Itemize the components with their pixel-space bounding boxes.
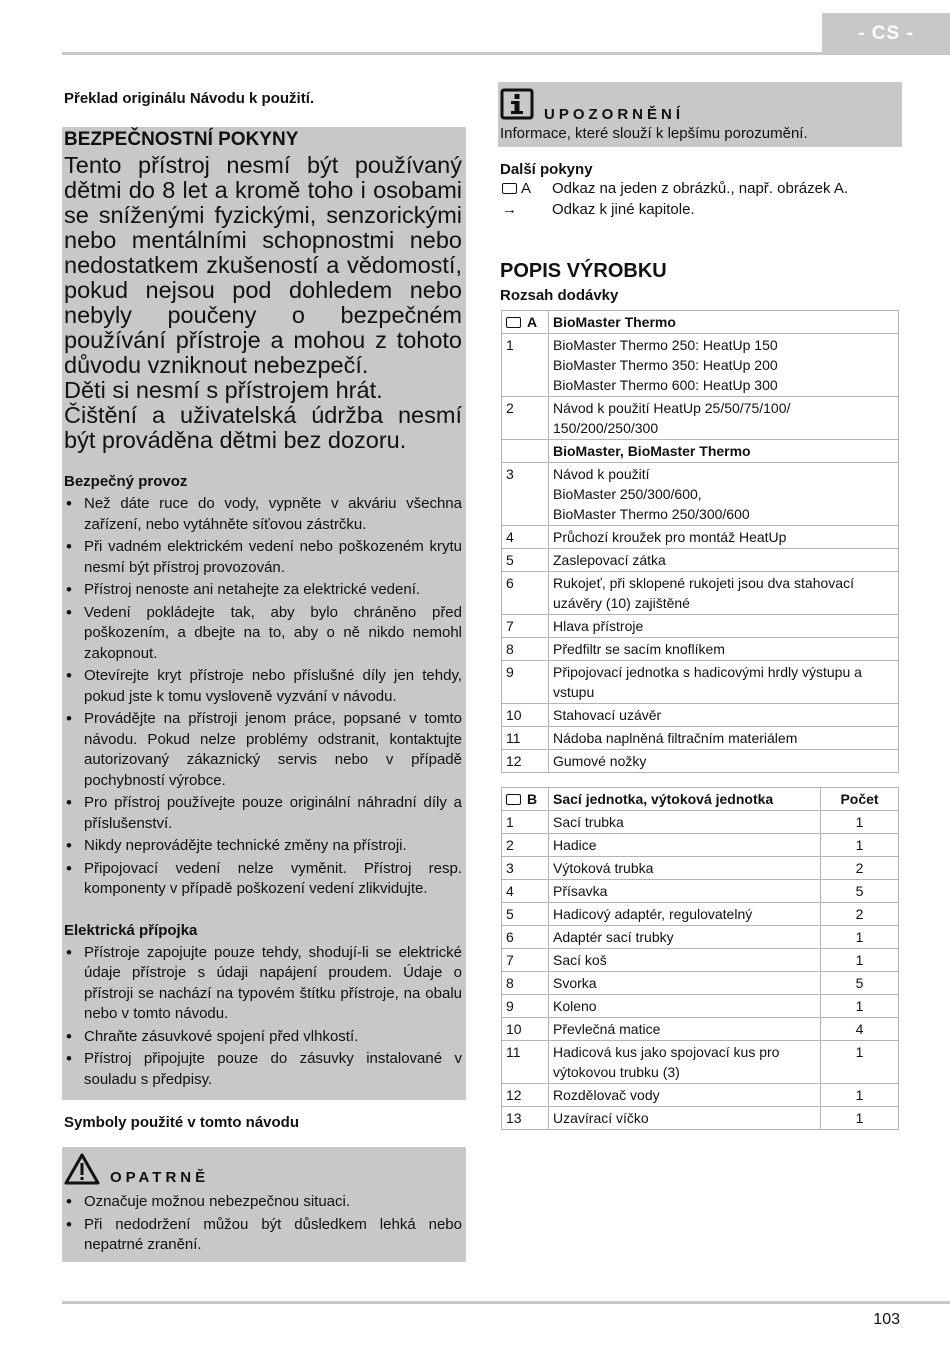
safe-operation-list: [64, 494, 462, 900]
row-number: 10: [502, 704, 549, 727]
figure-frame-icon: [506, 794, 521, 805]
chapter-reference-row: [502, 199, 902, 220]
electrical-connection-title: Elektrická přípojka: [64, 921, 198, 939]
row-text: Uzavírací víčko: [549, 1107, 821, 1130]
row-number: 1: [502, 334, 549, 397]
figure-ref-cell: A: [502, 311, 549, 334]
row-number: 6: [502, 926, 549, 949]
row-count: 1: [821, 926, 899, 949]
row-text: Rukojeť, při sklopené rukojeti jsou dva stahovací uzávěry (10) zajištěné: [549, 572, 899, 615]
table-row: [502, 572, 899, 615]
list-item: • Nikdy neprovádějte technické změny na přístroji.: [64, 836, 462, 857]
translation-note: Překlad originálu Návodu k použití.: [64, 90, 315, 107]
row-text: Hadice: [549, 834, 821, 857]
figure-reference-row: A Odkaz na jeden z obrázků., např. obrázek A.: [502, 178, 902, 199]
table-row: [502, 727, 899, 750]
left-column: [62, 90, 466, 1262]
notice-text: Informace, které slouží k lepšímu porozumění.: [500, 125, 808, 142]
list-item: • Přístroj nenoste ani netahejte za elektrické vedení.: [64, 580, 462, 601]
table-row: [502, 972, 899, 995]
row-count: 1: [821, 834, 899, 857]
table-row: [502, 1041, 899, 1084]
table-row: [502, 334, 899, 397]
table-row: [502, 926, 899, 949]
row-count: 1: [821, 995, 899, 1018]
caution-label: OPATRNĚ: [110, 1169, 210, 1186]
row-count: 1: [821, 811, 899, 834]
row-count: 5: [821, 972, 899, 995]
notice-box: [498, 82, 902, 147]
row-text: Sací koš: [549, 949, 821, 972]
safety-title: BEZPEČNOSTNÍ POKYNY: [64, 129, 299, 150]
empty-cell: [502, 440, 549, 463]
row-number: 3: [502, 463, 549, 526]
list-item: • Při nedodržení můžou být důsledkem lehká nebo nepatrné zranění.: [64, 1215, 462, 1256]
row-text: BioMaster Thermo 250: HeatUp 150 BioMaster Thermo 350: HeatUp 200 BioMaster Thermo 600: HeatUp 300: [549, 334, 899, 397]
row-number: 5: [502, 903, 549, 926]
table-row: [502, 397, 899, 440]
row-text: Gumové nožky: [549, 750, 899, 773]
caution-list: [64, 1192, 462, 1256]
row-text: Připojovací jednotka s hadicovými hrdly výstupu a vstupu: [549, 661, 899, 704]
table-header-row: [502, 788, 899, 811]
row-number: 12: [502, 750, 549, 773]
row-number: 6: [502, 572, 549, 615]
scope-of-delivery-title: Rozsah dodávky: [500, 287, 619, 304]
figure-frame-icon: [502, 183, 517, 194]
row-text: Hlava přístroje: [549, 615, 899, 638]
table-row: [502, 834, 899, 857]
row-number: 9: [502, 995, 549, 1018]
notice-label: UPOZORNĚNÍ: [544, 106, 685, 123]
count-header-cell: Počet: [821, 788, 899, 811]
row-number: 4: [502, 880, 549, 903]
row-number: 3: [502, 857, 549, 880]
table-row: [502, 615, 899, 638]
row-count: 1: [821, 949, 899, 972]
scope-table-a: [501, 310, 899, 773]
row-text: Přísavka: [549, 880, 821, 903]
chapter-reference-text: Odkaz k jiné kapitole.: [552, 201, 695, 218]
row-number: 8: [502, 972, 549, 995]
figure-ref-cell: B: [502, 788, 549, 811]
row-count: 4: [821, 1018, 899, 1041]
row-text: Stahovací uzávěr: [549, 704, 899, 727]
row-text: Návod k použití HeatUp 25/50/75/100/ 150/200/250/300: [549, 397, 899, 440]
info-icon: [500, 88, 534, 125]
row-text: Zaslepovací zátka: [549, 549, 899, 572]
list-item: • Vedení pokládejte tak, aby bylo chráněno před poškozením, a dbejte na to, aby o ně nikdo nemohl zakopnout.: [64, 603, 462, 665]
table-row: [502, 995, 899, 1018]
row-text: Adaptér sací trubky: [549, 926, 821, 949]
list-item: • Otevírejte kryt přístroje nebo příslušné díly jen tehdy, pokud jste k tomu vysloveně vyzvání v návodu.: [64, 666, 462, 707]
table-subheader-cell: BioMaster, BioMaster Thermo: [549, 440, 899, 463]
safety-warning-text: [64, 153, 462, 453]
row-count: 2: [821, 857, 899, 880]
row-number: 11: [502, 1041, 549, 1084]
safety-instructions-box: [62, 127, 466, 1100]
table-row: [502, 549, 899, 572]
figure-frame-icon: [506, 317, 521, 328]
table-row: [502, 1018, 899, 1041]
row-number: 2: [502, 397, 549, 440]
row-text: Průchozí kroužek pro montáž HeatUp: [549, 526, 899, 549]
language-tag: - CS -: [822, 13, 950, 55]
safety-paragraph: Děti si nesmí s přístrojem hrát.: [64, 377, 383, 403]
row-text: Rozdělovač vody: [549, 1084, 821, 1107]
table-header-cell: BioMaster Thermo: [549, 311, 899, 334]
figure-reference-text: Odkaz na jeden z obrázků., např. obrázek A.: [552, 180, 849, 197]
row-text: Sací trubka: [549, 811, 821, 834]
row-text: Nádoba naplněná filtračním materiálem: [549, 727, 899, 750]
row-number: 5: [502, 549, 549, 572]
electrical-connection-list: [64, 943, 462, 1091]
list-item: • Chraňte zásuvkové spojení před vlhkostí.: [64, 1027, 462, 1048]
table-row: [502, 526, 899, 549]
row-number: 4: [502, 526, 549, 549]
page-number: 103: [873, 1311, 900, 1328]
header-rule: [62, 52, 950, 55]
product-description-title: POPIS VÝROBKU: [500, 260, 667, 282]
table-row: [502, 949, 899, 972]
safety-paragraph: Čištění a uživatelská údržba nesmí být prováděna dětmi bez dozoru.: [64, 402, 462, 453]
table-header-row: [502, 311, 899, 334]
row-number: 10: [502, 1018, 549, 1041]
table-header-cell: Sací jednotka, výtoková jednotka: [549, 788, 821, 811]
list-item: • Než dáte ruce do vody, vypněte v akváriu všechna zařízení, nebo vytáhněte síťovou zástrčku.: [64, 494, 462, 535]
safe-operation-title: Bezpečný provoz: [64, 473, 188, 490]
table-row: [502, 880, 899, 903]
caution-box: [62, 1147, 466, 1262]
row-text: Předfiltr se sacím knoflíkem: [549, 638, 899, 661]
row-number: 2: [502, 834, 549, 857]
table-row: [502, 811, 899, 834]
warning-triangle-icon: [64, 1153, 100, 1190]
list-item: • Provádějte na přístroji jenom práce, popsané v tomto návodu. Pokud nelze problémy odstranit, kontaktujte autorizovaný zákaznický servis nebo v případě pochybností výrobce.: [64, 709, 462, 791]
table-row: [502, 903, 899, 926]
scope-table-b: [501, 787, 899, 1130]
table-row: [502, 463, 899, 526]
row-text: Hadicový adaptér, regulovatelný: [549, 903, 821, 926]
row-text: Návod k použití BioMaster 250/300/600, BioMaster Thermo 250/300/600: [549, 463, 899, 526]
row-text: Svorka: [549, 972, 821, 995]
row-number: 8: [502, 638, 549, 661]
row-number: 1: [502, 811, 549, 834]
row-number: 12: [502, 1084, 549, 1107]
arrow-right-icon: →: [502, 201, 517, 218]
row-text: Výtoková trubka: [549, 857, 821, 880]
table-row: [502, 1107, 899, 1130]
safety-paragraph: Tento přístroj nesmí být používaný dětmi do 8 let a kromě toho i osobami se sníženými fyzickými, senzorickými nebo mentálními schopnostmi nebo nedostatkem zkušeností a vědomostí, pokud nejsou pod dohledem nebo nebyly poučeny o bezpečném používání přístroje a mohou z tohoto důvodu vzniknout nebezpečí.: [64, 152, 462, 378]
row-number: 7: [502, 949, 549, 972]
row-text: Převlečná matice: [549, 1018, 821, 1041]
row-number: 7: [502, 615, 549, 638]
row-number: 11: [502, 727, 549, 750]
table-row: [502, 638, 899, 661]
table-row: [502, 750, 899, 773]
row-count: 2: [821, 903, 899, 926]
right-column: [498, 82, 902, 1130]
table-row: [502, 661, 899, 704]
row-count: 5: [821, 880, 899, 903]
table-row: [502, 857, 899, 880]
list-item: • Při vadném elektrickém vedení nebo poškozeném krytu nesmí být přístroj provozován.: [64, 537, 462, 578]
row-number: 13: [502, 1107, 549, 1130]
row-count: 1: [821, 1107, 899, 1130]
list-item: • Připojovací vedení nelze vyměnit. Přístroj resp. komponenty v případě poškození vedení zlikvidujte.: [64, 859, 462, 900]
row-count: 1: [821, 1041, 899, 1084]
symbols-title: Symboly použité v tomto návodu: [64, 1114, 300, 1131]
further-notes-title: Další pokyny: [500, 161, 593, 178]
list-item: • Pro přístroj používejte pouze originální náhradní díly a příslušenství.: [64, 793, 462, 834]
list-item: • Přístroje zapojujte pouze tehdy, shodují-li se elektrické údaje přístroje s údaji napájení proudem. Údaje o přístroji se nachází na typovém štítku přístroje, na obalu nebo v tomto návodu.: [64, 943, 462, 1025]
row-number: 9: [502, 661, 549, 704]
row-count: 1: [821, 1084, 899, 1107]
list-item: • Přístroj připojujte pouze do zásuvky instalované v souladu s předpisy.: [64, 1049, 462, 1090]
table-row: [502, 704, 899, 727]
table-row: [502, 1084, 899, 1107]
row-text: Koleno: [549, 995, 821, 1018]
row-text: Hadicová kus jako spojovací kus pro výtokovou trubku (3): [549, 1041, 821, 1084]
footer-rule: [62, 1301, 950, 1304]
table-subheader-row: [502, 440, 899, 463]
list-item: • Označuje možnou nebezpečnou situaci.: [64, 1192, 462, 1213]
